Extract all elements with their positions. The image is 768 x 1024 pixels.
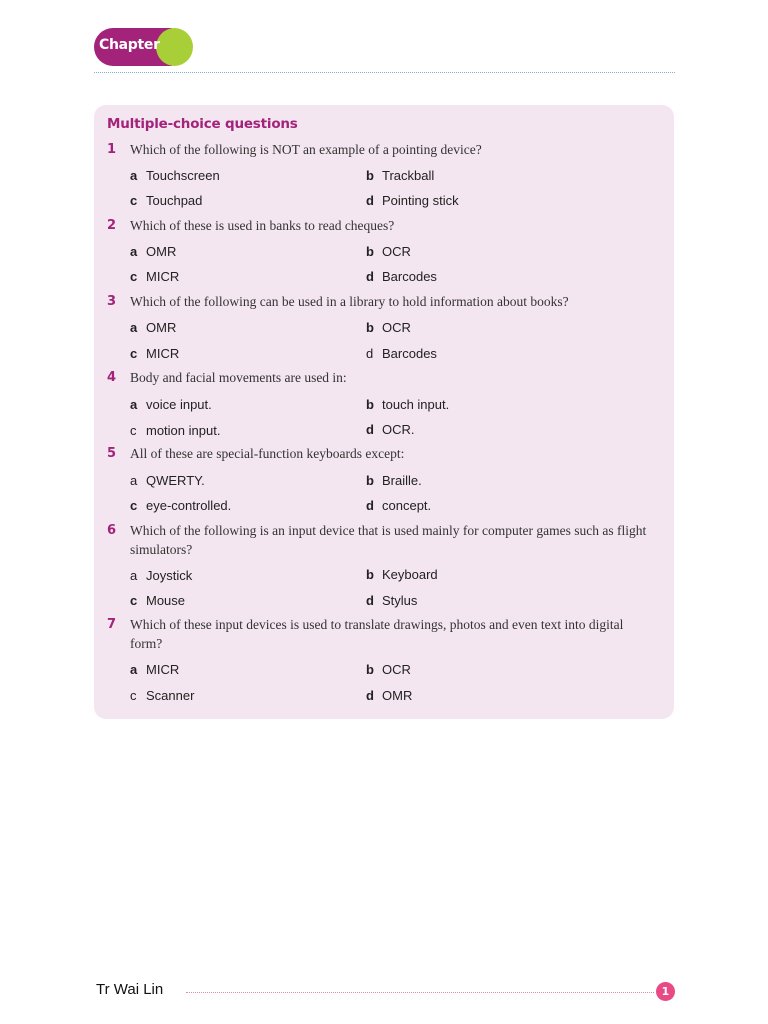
question-number: 1 bbox=[107, 142, 117, 157]
chapter-label: Chapter bbox=[99, 37, 160, 53]
question-text: Body and facial movements are used in: bbox=[130, 370, 347, 385]
question-text: Which of the following is an input device that is used mainly for computer games such as flight simulators? bbox=[130, 523, 647, 557]
option-c[interactable]: c motion input. bbox=[130, 423, 221, 438]
question-text: Which of the following is NOT an example of a pointing device? bbox=[130, 142, 482, 157]
header-divider bbox=[94, 72, 675, 73]
option-d[interactable]: d concept. bbox=[366, 498, 432, 513]
option-b[interactable]: b OCR bbox=[366, 244, 411, 259]
chapter-tab bbox=[94, 28, 193, 66]
option-b[interactable]: b Keyboard bbox=[366, 567, 438, 582]
option-c[interactable]: c MICR bbox=[130, 269, 180, 284]
option-b[interactable]: b touch input. bbox=[366, 397, 450, 412]
option-c[interactable]: c Mouse bbox=[130, 593, 186, 608]
chapter-circle-decoration bbox=[156, 28, 193, 66]
page-number-badge: 1 bbox=[656, 982, 675, 1001]
question-number: 2 bbox=[107, 218, 117, 233]
option-b[interactable]: b OCR bbox=[366, 662, 411, 677]
question-text: Which of these is used in banks to read cheques? bbox=[130, 218, 395, 233]
option-d[interactable]: d Barcodes bbox=[366, 269, 437, 284]
option-a[interactable]: a QWERTY. bbox=[130, 473, 205, 488]
option-a[interactable]: a OMR bbox=[130, 320, 177, 335]
option-c[interactable]: c eye-controlled. bbox=[130, 498, 232, 513]
option-c[interactable]: c MICR bbox=[130, 346, 180, 361]
option-b[interactable]: b OCR bbox=[366, 320, 411, 335]
option-b[interactable]: b Trackball bbox=[366, 168, 435, 183]
question-text: All of these are special-function keyboards except: bbox=[130, 446, 405, 461]
question-number: 5 bbox=[107, 446, 117, 461]
option-c[interactable]: c Scanner bbox=[130, 688, 195, 703]
option-a[interactable]: a OMR bbox=[130, 244, 177, 259]
question-text: Which of the following can be used in a library to hold information about books? bbox=[130, 294, 569, 309]
option-d[interactable]: d Stylus bbox=[366, 593, 418, 608]
question-number: 4 bbox=[107, 370, 117, 385]
footer-author: Tr Wai Lin bbox=[96, 981, 164, 998]
option-d[interactable]: d Barcodes bbox=[366, 346, 437, 361]
option-d[interactable]: d OMR bbox=[366, 688, 413, 703]
option-a[interactable]: a MICR bbox=[130, 662, 180, 677]
section-title: Multiple-choice questions bbox=[107, 116, 298, 132]
option-d[interactable]: d Pointing stick bbox=[366, 193, 459, 208]
option-a[interactable]: a Joystick bbox=[130, 568, 193, 583]
footer-divider bbox=[186, 992, 654, 993]
option-d[interactable]: d OCR. bbox=[366, 422, 415, 437]
option-c[interactable]: c Touchpad bbox=[130, 193, 203, 208]
question-number: 3 bbox=[107, 294, 117, 309]
question-number: 7 bbox=[107, 617, 117, 632]
question-number: 6 bbox=[107, 523, 117, 538]
question-text: Which of these input devices is used to translate drawings, photos and even text into digital form? bbox=[130, 617, 624, 651]
option-a[interactable]: a voice input. bbox=[130, 397, 212, 412]
option-b[interactable]: b Braille. bbox=[366, 473, 422, 488]
option-a[interactable]: a Touchscreen bbox=[130, 168, 220, 183]
